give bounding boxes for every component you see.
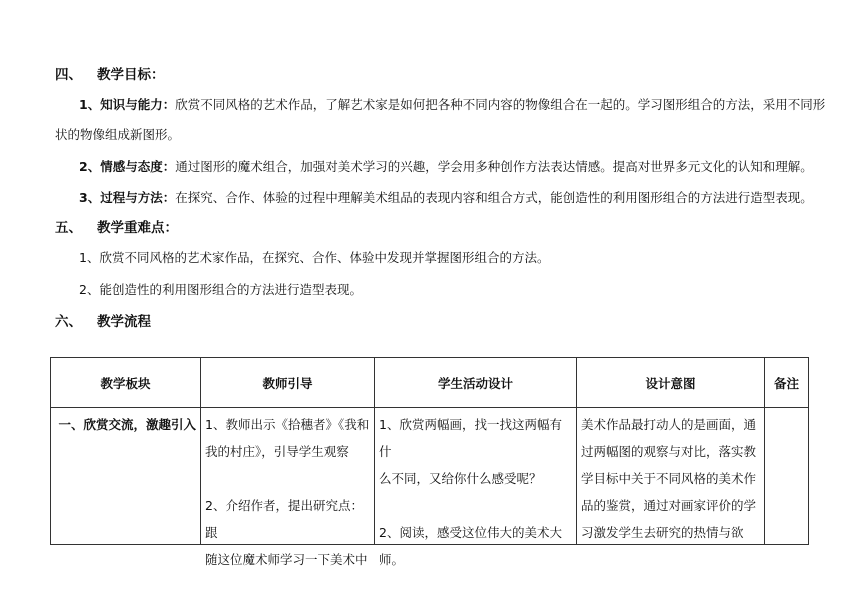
goal-label: 1、知识与能力： xyxy=(79,97,176,112)
block-cell xyxy=(51,408,201,545)
key-point-2: 2、能创造性的利用图形组合的方法进行造型表现。 xyxy=(79,282,362,297)
teaching-flow-table xyxy=(50,357,809,567)
intent-line: 美术作品最打动人的是画面，通 xyxy=(581,417,757,432)
section-heading-goals xyxy=(55,66,165,84)
goal-text: 欣赏不同风格的艺术作品，了解艺术家是如何把各种不同内容的物像组合在一起的。学习图形组合的方法，采用不同形 xyxy=(175,97,826,112)
table-row xyxy=(51,408,809,545)
section-number: 六、 xyxy=(55,314,82,330)
intent-line: 品的鉴赏，通过对画家评价的学 xyxy=(581,498,757,513)
intent-cell xyxy=(577,408,765,545)
block-title: 一、欣赏交流，激趣引入 xyxy=(58,417,196,432)
goal-process xyxy=(79,189,813,207)
section-title: 教学目标： xyxy=(97,67,165,83)
goal-knowledge xyxy=(79,96,825,114)
table-header-row xyxy=(51,358,809,408)
column-header: 备注 xyxy=(765,358,809,408)
student-line: 1、欣赏两幅画，找一找这两幅有什 xyxy=(379,417,562,459)
section-number: 四、 xyxy=(55,67,82,83)
goal-text: 通过图形的魔术组合，加强对美术学习的兴趣，学会用多种创作方法表达情感。提高对世界多元文化的认知和理解。 xyxy=(175,159,813,174)
goal-text-continued: 状的物像组成新图形。 xyxy=(55,127,181,142)
goal-text: 在探究、合作、体验的过程中理解美术组品的表现内容和组合方式，能创造性的利用图形组合的方法进行造型表现。 xyxy=(175,190,813,205)
section-heading-flow xyxy=(55,313,151,331)
goal-emotion xyxy=(79,158,813,176)
student-line: 么不同，又给你什么感受呢？ xyxy=(379,471,542,486)
teacher-cell xyxy=(201,408,375,567)
column-header: 设计意图 xyxy=(577,358,765,408)
student-line: 2、阅读，感受这位伟大的美术大师。 xyxy=(379,525,562,567)
column-header: 学生活动设计 xyxy=(375,358,577,408)
column-header: 教师引导 xyxy=(201,358,375,408)
section-title: 教学重难点： xyxy=(97,220,178,236)
section-heading-keypoints xyxy=(55,219,178,237)
goal-label: 2、情感与态度： xyxy=(79,159,176,174)
teacher-line: 随这位魔术师学习一下美术中 xyxy=(205,552,368,567)
column-header: 教学板块 xyxy=(51,358,201,408)
goal-label: 3、过程与方法： xyxy=(79,190,176,205)
goal-knowledge-continued xyxy=(55,126,180,144)
section-number: 五、 xyxy=(55,220,82,236)
key-point-1: 1、欣赏不同风格的艺术家作品，在探究、合作、体验中发现并掌握图形组合的方法。 xyxy=(79,250,550,265)
intent-line: 习激发学生去研究的热情与欲 xyxy=(581,525,744,540)
teacher-line: 2、介绍作者，提出研究点：跟 xyxy=(205,498,363,540)
note-cell xyxy=(765,408,809,545)
intent-line: 过两幅图的观察与对比，落实教 xyxy=(581,444,757,459)
teacher-line: 1、教师出示《拾穗者》《我和 xyxy=(205,417,370,432)
intent-line: 学目标中关于不同风格的美术作 xyxy=(581,471,757,486)
section-title: 教学流程 xyxy=(97,314,151,330)
student-cell xyxy=(375,408,577,567)
teacher-line: 我的村庄》，引导学生观察 xyxy=(205,444,349,459)
